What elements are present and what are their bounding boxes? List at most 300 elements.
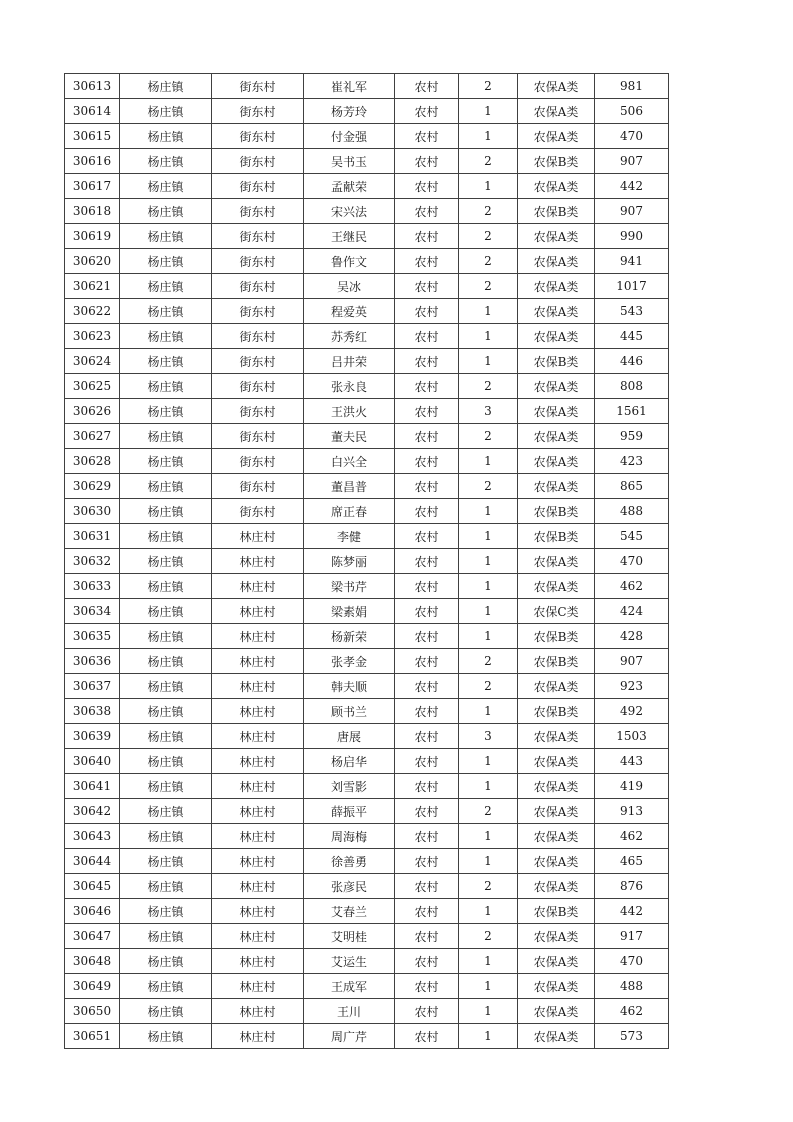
cell-amount: 1503: [595, 724, 669, 749]
cell-village: 林庄村: [212, 924, 304, 949]
cell-id: 30623: [65, 324, 120, 349]
cell-insurance-category: 农保A类: [518, 799, 595, 824]
cell-residence-type: 农村: [395, 949, 459, 974]
cell-amount: 573: [595, 1024, 669, 1049]
cell-person-count: 1: [459, 124, 518, 149]
cell-residence-type: 农村: [395, 624, 459, 649]
cell-insurance-category: 农保A类: [518, 724, 595, 749]
cell-village: 林庄村: [212, 524, 304, 549]
cell-residence-type: 农村: [395, 149, 459, 174]
table-row: [65, 99, 669, 124]
table-row: [65, 824, 669, 849]
cell-insurance-category: 农保A类: [518, 424, 595, 449]
table-body: [65, 74, 669, 1049]
cell-residence-type: 农村: [395, 74, 459, 99]
cell-residence-type: 农村: [395, 899, 459, 924]
cell-residence-type: 农村: [395, 99, 459, 124]
cell-village: 林庄村: [212, 824, 304, 849]
cell-amount: 990: [595, 224, 669, 249]
cell-name: 杨新荣: [304, 624, 395, 649]
cell-insurance-category: 农保A类: [518, 674, 595, 699]
cell-amount: 923: [595, 674, 669, 699]
cell-name: 付金强: [304, 124, 395, 149]
cell-insurance-category: 农保A类: [518, 849, 595, 874]
cell-insurance-category: 农保A类: [518, 999, 595, 1024]
cell-name: 刘雪影: [304, 774, 395, 799]
cell-residence-type: 农村: [395, 724, 459, 749]
cell-name: 吕井荣: [304, 349, 395, 374]
cell-name: 张永良: [304, 374, 395, 399]
cell-village: 林庄村: [212, 899, 304, 924]
cell-village: 林庄村: [212, 874, 304, 899]
table-row: [65, 324, 669, 349]
table-row: [65, 199, 669, 224]
table-row: [65, 674, 669, 699]
cell-person-count: 1: [459, 974, 518, 999]
cell-insurance-category: 农保B类: [518, 524, 595, 549]
cell-id: 30628: [65, 449, 120, 474]
cell-amount: 543: [595, 299, 669, 324]
cell-town: 杨庄镇: [120, 174, 212, 199]
cell-name: 崔礼军: [304, 74, 395, 99]
cell-residence-type: 农村: [395, 774, 459, 799]
cell-name: 王川: [304, 999, 395, 1024]
cell-residence-type: 农村: [395, 249, 459, 274]
cell-name: 杨启华: [304, 749, 395, 774]
cell-amount: 445: [595, 324, 669, 349]
cell-person-count: 1: [459, 549, 518, 574]
cell-village: 街东村: [212, 374, 304, 399]
cell-person-count: 2: [459, 924, 518, 949]
cell-town: 杨庄镇: [120, 749, 212, 774]
cell-village: 林庄村: [212, 749, 304, 774]
cell-village: 街东村: [212, 499, 304, 524]
cell-village: 街东村: [212, 324, 304, 349]
cell-amount: 465: [595, 849, 669, 874]
cell-town: 杨庄镇: [120, 424, 212, 449]
cell-name: 陈梦丽: [304, 549, 395, 574]
cell-insurance-category: 农保A类: [518, 449, 595, 474]
table-row: [65, 574, 669, 599]
cell-person-count: 2: [459, 199, 518, 224]
cell-residence-type: 农村: [395, 324, 459, 349]
cell-person-count: 1: [459, 574, 518, 599]
cell-person-count: 2: [459, 374, 518, 399]
cell-id: 30617: [65, 174, 120, 199]
table-row: [65, 899, 669, 924]
cell-id: 30635: [65, 624, 120, 649]
cell-amount: 470: [595, 949, 669, 974]
cell-name: 孟献荣: [304, 174, 395, 199]
cell-person-count: 2: [459, 474, 518, 499]
cell-name: 王洪火: [304, 399, 395, 424]
cell-town: 杨庄镇: [120, 999, 212, 1024]
cell-name: 唐展: [304, 724, 395, 749]
cell-village: 林庄村: [212, 949, 304, 974]
cell-id: 30631: [65, 524, 120, 549]
cell-village: 街东村: [212, 399, 304, 424]
cell-residence-type: 农村: [395, 299, 459, 324]
cell-town: 杨庄镇: [120, 274, 212, 299]
cell-person-count: 1: [459, 1024, 518, 1049]
cell-village: 街东村: [212, 124, 304, 149]
cell-person-count: 1: [459, 624, 518, 649]
cell-id: 30616: [65, 149, 120, 174]
cell-id: 30620: [65, 249, 120, 274]
cell-person-count: 2: [459, 274, 518, 299]
cell-residence-type: 农村: [395, 874, 459, 899]
cell-amount: 488: [595, 974, 669, 999]
cell-residence-type: 农村: [395, 799, 459, 824]
cell-insurance-category: 农保A类: [518, 774, 595, 799]
cell-residence-type: 农村: [395, 174, 459, 199]
cell-amount: 907: [595, 149, 669, 174]
cell-village: 街东村: [212, 274, 304, 299]
cell-name: 吴冰: [304, 274, 395, 299]
table-row: [65, 1024, 669, 1049]
cell-name: 宋兴法: [304, 199, 395, 224]
cell-name: 张彦民: [304, 874, 395, 899]
cell-residence-type: 农村: [395, 649, 459, 674]
cell-id: 30614: [65, 99, 120, 124]
cell-amount: 419: [595, 774, 669, 799]
cell-person-count: 1: [459, 524, 518, 549]
cell-village: 林庄村: [212, 574, 304, 599]
cell-village: 街东村: [212, 199, 304, 224]
cell-amount: 428: [595, 624, 669, 649]
cell-insurance-category: 农保C类: [518, 599, 595, 624]
table-row: [65, 74, 669, 99]
cell-amount: 446: [595, 349, 669, 374]
cell-insurance-category: 农保B类: [518, 624, 595, 649]
cell-village: 林庄村: [212, 974, 304, 999]
cell-person-count: 1: [459, 849, 518, 874]
cell-town: 杨庄镇: [120, 474, 212, 499]
cell-town: 杨庄镇: [120, 974, 212, 999]
cell-residence-type: 农村: [395, 699, 459, 724]
cell-person-count: 1: [459, 824, 518, 849]
cell-amount: 959: [595, 424, 669, 449]
table-row: [65, 249, 669, 274]
table-row: [65, 724, 669, 749]
cell-amount: 506: [595, 99, 669, 124]
cell-amount: 488: [595, 499, 669, 524]
cell-village: 林庄村: [212, 799, 304, 824]
table-row: [65, 924, 669, 949]
cell-id: 30619: [65, 224, 120, 249]
cell-town: 杨庄镇: [120, 799, 212, 824]
cell-person-count: 1: [459, 949, 518, 974]
cell-town: 杨庄镇: [120, 949, 212, 974]
cell-residence-type: 农村: [395, 449, 459, 474]
cell-person-count: 1: [459, 99, 518, 124]
cell-name: 李健: [304, 524, 395, 549]
table-row: [65, 799, 669, 824]
cell-insurance-category: 农保A类: [518, 249, 595, 274]
cell-amount: 443: [595, 749, 669, 774]
cell-amount: 442: [595, 174, 669, 199]
cell-village: 街东村: [212, 474, 304, 499]
cell-village: 林庄村: [212, 624, 304, 649]
cell-id: 30630: [65, 499, 120, 524]
cell-amount: 470: [595, 124, 669, 149]
cell-insurance-category: 农保A类: [518, 474, 595, 499]
cell-id: 30640: [65, 749, 120, 774]
cell-village: 街东村: [212, 349, 304, 374]
cell-id: 30643: [65, 824, 120, 849]
cell-amount: 462: [595, 824, 669, 849]
cell-residence-type: 农村: [395, 349, 459, 374]
cell-amount: 876: [595, 874, 669, 899]
cell-name: 周海梅: [304, 824, 395, 849]
cell-residence-type: 农村: [395, 399, 459, 424]
cell-person-count: 1: [459, 749, 518, 774]
cell-person-count: 2: [459, 799, 518, 824]
cell-id: 30650: [65, 999, 120, 1024]
cell-village: 街东村: [212, 74, 304, 99]
table-row: [65, 749, 669, 774]
cell-village: 林庄村: [212, 1024, 304, 1049]
cell-name: 程爱英: [304, 299, 395, 324]
cell-name: 杨芳玲: [304, 99, 395, 124]
cell-residence-type: 农村: [395, 474, 459, 499]
cell-residence-type: 农村: [395, 999, 459, 1024]
table-row: [65, 949, 669, 974]
cell-residence-type: 农村: [395, 674, 459, 699]
cell-insurance-category: 农保A类: [518, 874, 595, 899]
cell-insurance-category: 农保A类: [518, 574, 595, 599]
cell-village: 林庄村: [212, 724, 304, 749]
cell-insurance-category: 农保A类: [518, 124, 595, 149]
cell-id: 30641: [65, 774, 120, 799]
cell-amount: 492: [595, 699, 669, 724]
cell-name: 张孝金: [304, 649, 395, 674]
cell-town: 杨庄镇: [120, 499, 212, 524]
cell-town: 杨庄镇: [120, 299, 212, 324]
cell-amount: 1017: [595, 274, 669, 299]
cell-village: 街东村: [212, 449, 304, 474]
cell-town: 杨庄镇: [120, 924, 212, 949]
cell-residence-type: 农村: [395, 924, 459, 949]
cell-amount: 462: [595, 999, 669, 1024]
cell-name: 艾明桂: [304, 924, 395, 949]
cell-town: 杨庄镇: [120, 249, 212, 274]
cell-insurance-category: 农保A类: [518, 274, 595, 299]
cell-town: 杨庄镇: [120, 399, 212, 424]
cell-id: 30638: [65, 699, 120, 724]
cell-insurance-category: 农保A类: [518, 99, 595, 124]
table-row: [65, 299, 669, 324]
cell-town: 杨庄镇: [120, 574, 212, 599]
cell-person-count: 1: [459, 899, 518, 924]
table-row: [65, 124, 669, 149]
cell-person-count: 2: [459, 249, 518, 274]
cell-id: 30645: [65, 874, 120, 899]
cell-amount: 462: [595, 574, 669, 599]
cell-person-count: 1: [459, 499, 518, 524]
cell-amount: 917: [595, 924, 669, 949]
cell-id: 30632: [65, 549, 120, 574]
cell-insurance-category: 农保A类: [518, 749, 595, 774]
cell-insurance-category: 农保B类: [518, 499, 595, 524]
cell-id: 30647: [65, 924, 120, 949]
cell-insurance-category: 农保A类: [518, 924, 595, 949]
table-row: [65, 649, 669, 674]
cell-town: 杨庄镇: [120, 74, 212, 99]
cell-village: 林庄村: [212, 649, 304, 674]
cell-town: 杨庄镇: [120, 824, 212, 849]
cell-town: 杨庄镇: [120, 199, 212, 224]
cell-town: 杨庄镇: [120, 124, 212, 149]
cell-amount: 442: [595, 899, 669, 924]
cell-name: 艾运生: [304, 949, 395, 974]
cell-village: 街东村: [212, 424, 304, 449]
table-row: [65, 349, 669, 374]
cell-person-count: 1: [459, 174, 518, 199]
cell-village: 林庄村: [212, 999, 304, 1024]
cell-name: 王继民: [304, 224, 395, 249]
cell-id: 30615: [65, 124, 120, 149]
cell-amount: 470: [595, 549, 669, 574]
cell-insurance-category: 农保B类: [518, 699, 595, 724]
cell-name: 周广芹: [304, 1024, 395, 1049]
cell-amount: 808: [595, 374, 669, 399]
cell-amount: 907: [595, 199, 669, 224]
table-row: [65, 474, 669, 499]
cell-town: 杨庄镇: [120, 349, 212, 374]
cell-id: 30624: [65, 349, 120, 374]
table-row: [65, 399, 669, 424]
table-row: [65, 424, 669, 449]
cell-residence-type: 农村: [395, 749, 459, 774]
cell-id: 30636: [65, 649, 120, 674]
cell-person-count: 2: [459, 424, 518, 449]
table-row: [65, 874, 669, 899]
cell-town: 杨庄镇: [120, 649, 212, 674]
cell-insurance-category: 农保A类: [518, 174, 595, 199]
cell-village: 街东村: [212, 224, 304, 249]
cell-village: 林庄村: [212, 549, 304, 574]
cell-person-count: 1: [459, 699, 518, 724]
cell-residence-type: 农村: [395, 424, 459, 449]
table-row: [65, 774, 669, 799]
cell-name: 董夫民: [304, 424, 395, 449]
data-table: [64, 73, 669, 1049]
cell-id: 30626: [65, 399, 120, 424]
table-row: [65, 449, 669, 474]
cell-insurance-category: 农保A类: [518, 399, 595, 424]
table-row: [65, 849, 669, 874]
cell-insurance-category: 农保B类: [518, 649, 595, 674]
cell-person-count: 2: [459, 874, 518, 899]
cell-village: 街东村: [212, 174, 304, 199]
cell-town: 杨庄镇: [120, 1024, 212, 1049]
table-row: [65, 624, 669, 649]
cell-town: 杨庄镇: [120, 549, 212, 574]
cell-name: 梁书芹: [304, 574, 395, 599]
cell-id: 30625: [65, 374, 120, 399]
cell-name: 王成军: [304, 974, 395, 999]
cell-name: 董昌普: [304, 474, 395, 499]
cell-insurance-category: 农保A类: [518, 824, 595, 849]
cell-amount: 545: [595, 524, 669, 549]
cell-insurance-category: 农保B类: [518, 199, 595, 224]
cell-person-count: 1: [459, 999, 518, 1024]
cell-name: 白兴全: [304, 449, 395, 474]
cell-town: 杨庄镇: [120, 374, 212, 399]
cell-residence-type: 农村: [395, 274, 459, 299]
cell-residence-type: 农村: [395, 224, 459, 249]
cell-amount: 913: [595, 799, 669, 824]
cell-village: 街东村: [212, 249, 304, 274]
cell-insurance-category: 农保A类: [518, 74, 595, 99]
cell-name: 顾书兰: [304, 699, 395, 724]
cell-id: 30649: [65, 974, 120, 999]
table-row: [65, 149, 669, 174]
cell-insurance-category: 农保B类: [518, 349, 595, 374]
cell-name: 席正春: [304, 499, 395, 524]
cell-id: 30639: [65, 724, 120, 749]
cell-person-count: 2: [459, 149, 518, 174]
cell-person-count: 1: [459, 774, 518, 799]
cell-name: 吴书玉: [304, 149, 395, 174]
cell-town: 杨庄镇: [120, 899, 212, 924]
cell-residence-type: 农村: [395, 1024, 459, 1049]
cell-insurance-category: 农保A类: [518, 374, 595, 399]
cell-town: 杨庄镇: [120, 849, 212, 874]
cell-town: 杨庄镇: [120, 224, 212, 249]
cell-amount: 1561: [595, 399, 669, 424]
cell-town: 杨庄镇: [120, 524, 212, 549]
cell-residence-type: 农村: [395, 824, 459, 849]
table-row: [65, 274, 669, 299]
cell-village: 林庄村: [212, 849, 304, 874]
cell-id: 30622: [65, 299, 120, 324]
cell-town: 杨庄镇: [120, 324, 212, 349]
cell-town: 杨庄镇: [120, 724, 212, 749]
cell-person-count: 1: [459, 324, 518, 349]
cell-insurance-category: 农保A类: [518, 949, 595, 974]
cell-village: 街东村: [212, 299, 304, 324]
cell-name: 鲁作文: [304, 249, 395, 274]
cell-residence-type: 农村: [395, 974, 459, 999]
cell-person-count: 3: [459, 724, 518, 749]
cell-insurance-category: 农保B类: [518, 899, 595, 924]
table-row: [65, 974, 669, 999]
cell-residence-type: 农村: [395, 524, 459, 549]
cell-amount: 907: [595, 649, 669, 674]
table-row: [65, 699, 669, 724]
cell-id: 30642: [65, 799, 120, 824]
cell-town: 杨庄镇: [120, 774, 212, 799]
table-row: [65, 599, 669, 624]
cell-insurance-category: 农保A类: [518, 324, 595, 349]
cell-person-count: 2: [459, 224, 518, 249]
cell-village: 林庄村: [212, 674, 304, 699]
cell-village: 街东村: [212, 99, 304, 124]
cell-town: 杨庄镇: [120, 599, 212, 624]
cell-id: 30618: [65, 199, 120, 224]
cell-id: 30627: [65, 424, 120, 449]
cell-amount: 424: [595, 599, 669, 624]
table-row: [65, 499, 669, 524]
cell-id: 30633: [65, 574, 120, 599]
cell-village: 街东村: [212, 149, 304, 174]
cell-id: 30613: [65, 74, 120, 99]
cell-id: 30651: [65, 1024, 120, 1049]
cell-id: 30629: [65, 474, 120, 499]
cell-town: 杨庄镇: [120, 699, 212, 724]
